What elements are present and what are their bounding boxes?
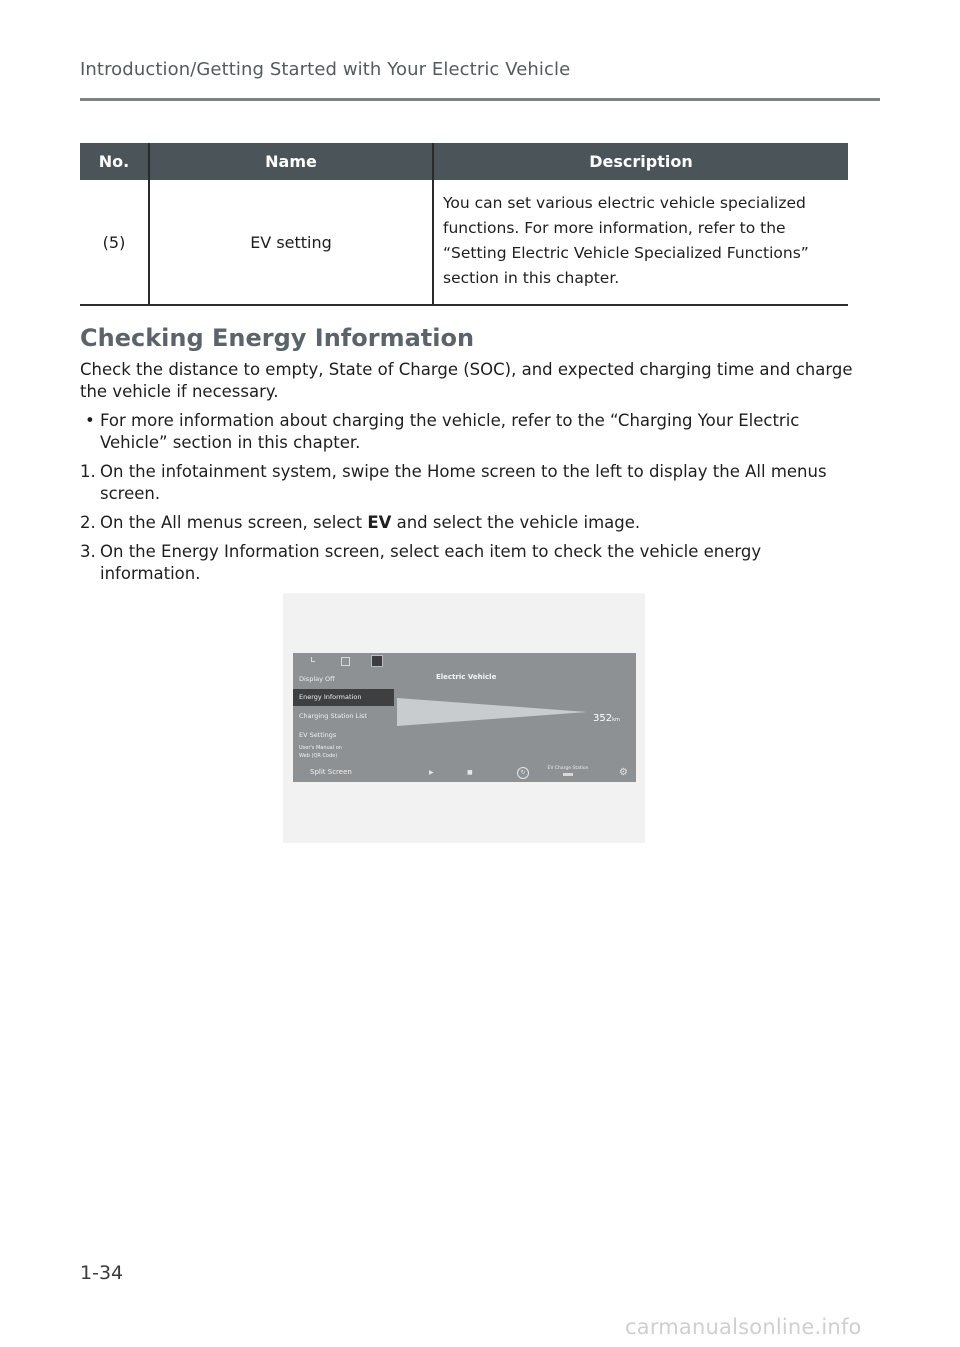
column-header-name: Name [149,143,433,180]
bullet-item [80,410,860,454]
screen-title: Electric Vehicle [436,673,497,681]
step-2-text-before: On the All menus screen, select [100,513,368,532]
step-1 [80,461,860,505]
column-header-description: Description [433,143,848,180]
menu-item-users-manual[interactable]: User's Manual on Web (QR Code) [299,745,342,759]
menu-item-ev-settings[interactable]: EV Settings [299,731,337,739]
media-icon[interactable]: ■ [467,769,473,776]
infotainment-figure [283,593,645,843]
intro-text: Check the distance to empty, State of Charge (SOC), and expected charging time and charge the vehicle if necessary. [80,360,853,401]
step-3-text: On the Energy Information screen, select each item to check the vehicle energy information. [100,542,762,583]
step-3-marker: 3. [80,542,96,561]
gear-icon[interactable]: ⚙ [619,767,628,778]
step-1-marker: 1. [80,462,96,481]
section-title: Checking Energy Information [80,324,475,352]
step-3 [80,541,860,585]
range-value: 352 [593,713,613,724]
watermark: carmanualsonline.info [625,1315,862,1339]
intro-paragraph [80,359,860,403]
play-icon[interactable]: ▶ [429,769,434,776]
table-row [80,180,848,305]
step-2-text-after: and select the vehicle image. [391,513,641,532]
power-icon[interactable]: ↻ [517,767,529,779]
cell-description: You can set various electric vehicle specialized functions. For more information, refer to the “Setting Electric Vehicle Specialized Functions” section in this chapter. [433,180,848,305]
bottom-bar [293,764,636,782]
infotainment-screen [293,653,636,782]
cell-name: EV setting [149,180,433,305]
step-2-bold: EV [367,513,392,532]
menu-item-energy-information[interactable]: Energy Information [293,689,394,706]
header-title: Introduction/Getting Started with Your Electric Vehicle [80,59,571,80]
split-screen-button[interactable]: Split Screen [310,768,352,776]
column-header-no: No. [80,143,149,180]
bullet-marker: • [85,411,95,430]
cell-no: (5) [80,180,149,305]
range-unit: km [612,717,620,723]
grid-menu-icon [371,655,383,667]
range-beam-graphic [397,698,587,726]
bullet-text: For more information about charging the vehicle, refer to the “Charging Your Electric Vehicle” section in this chapter. [100,411,800,452]
ev-charge-station-shortcut[interactable] [543,766,593,776]
header-rule [80,98,880,101]
menu-item-charging-station-list[interactable]: Charging Station List [299,712,367,720]
status-bar [293,653,636,671]
ev-charge-station-label: EV Charge Station [547,766,589,771]
table-header-row [80,143,848,180]
step-1-text: On the infotainment system, swipe the Home screen to the left to display the All menus screen. [100,462,827,503]
page-number: 1-34 [80,1262,124,1284]
menu-item-display-off[interactable]: Display Off [299,675,335,683]
step-2 [80,512,860,534]
range-readout [593,713,620,724]
ev-charge-station-bar [563,773,573,776]
step-2-marker: 2. [80,513,96,532]
step-2-text [100,512,860,534]
back-icon [311,657,315,662]
spec-table [80,143,848,306]
window-icon [341,657,350,666]
